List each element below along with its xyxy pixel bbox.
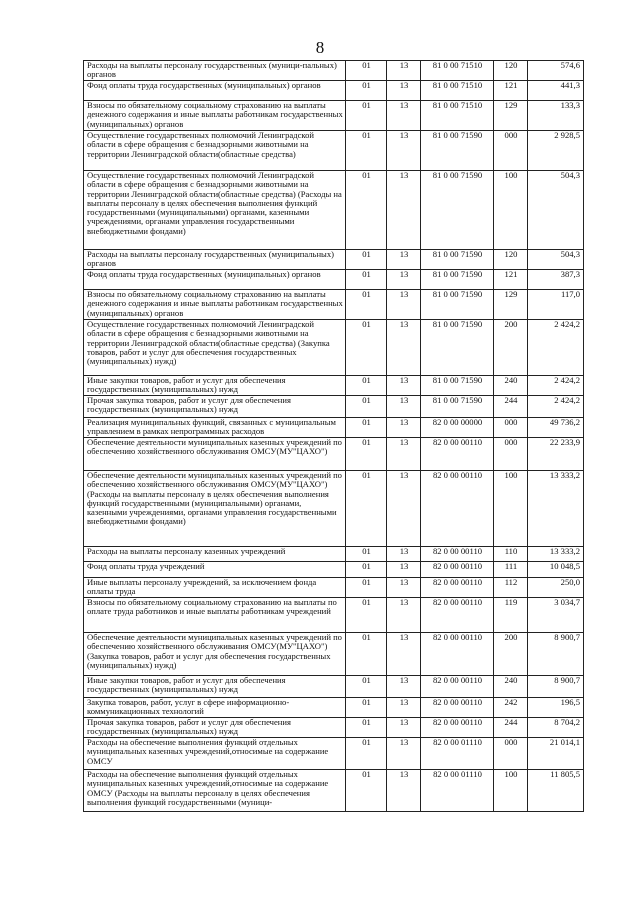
section-code: 01 bbox=[346, 562, 387, 578]
page-number: 8 bbox=[315, 38, 325, 57]
target-code: 81 0 00 71590 bbox=[421, 290, 494, 320]
expense-name: Прочая закупка товаров, работ и услуг для обеспечения государственных (муниципальных) нужд bbox=[84, 396, 346, 418]
subsection-code: 13 bbox=[387, 131, 421, 171]
section-code: 01 bbox=[346, 396, 387, 418]
expense-type-code: 100 bbox=[494, 171, 528, 250]
table-row bbox=[84, 471, 584, 547]
amount: 387,3 bbox=[528, 270, 584, 290]
amount: 10 048,5 bbox=[528, 562, 584, 578]
table-row bbox=[84, 250, 584, 270]
expense-name: Закупка товаров, работ, услуг в сфере информационно-коммуникационных технологий bbox=[84, 698, 346, 718]
table-row bbox=[84, 578, 584, 598]
table-row bbox=[84, 131, 584, 171]
target-code: 82 0 00 00110 bbox=[421, 471, 494, 547]
section-code: 01 bbox=[346, 270, 387, 290]
expense-name: Фонд оплаты труда государственных (муниципальных) органов bbox=[84, 270, 346, 290]
expense-type-code: 000 bbox=[494, 131, 528, 171]
section-code: 01 bbox=[346, 250, 387, 270]
target-code: 82 0 00 00110 bbox=[421, 633, 494, 676]
target-code: 81 0 00 71510 bbox=[421, 81, 494, 101]
section-code: 01 bbox=[346, 320, 387, 376]
table-row bbox=[84, 598, 584, 633]
table-row bbox=[84, 376, 584, 396]
amount: 8 900,7 bbox=[528, 633, 584, 676]
target-code: 81 0 00 71590 bbox=[421, 171, 494, 250]
subsection-code: 13 bbox=[387, 376, 421, 396]
expense-type-code: 000 bbox=[494, 418, 528, 438]
target-code: 81 0 00 71590 bbox=[421, 270, 494, 290]
subsection-code: 13 bbox=[387, 738, 421, 770]
subsection-code: 13 bbox=[387, 578, 421, 598]
section-code: 01 bbox=[346, 578, 387, 598]
target-code: 81 0 00 71590 bbox=[421, 376, 494, 396]
section-code: 01 bbox=[346, 61, 387, 81]
section-code: 01 bbox=[346, 171, 387, 250]
section-code: 01 bbox=[346, 598, 387, 633]
amount: 504,3 bbox=[528, 250, 584, 270]
subsection-code: 13 bbox=[387, 290, 421, 320]
target-code: 82 0 00 00000 bbox=[421, 418, 494, 438]
subsection-code: 13 bbox=[387, 81, 421, 101]
expense-name: Расходы на обеспечение выполнения функций отдельных муниципальных казенных учреждений,относимые на содержание ОМСУ (Расходы на выплаты персоналу в целях обеспечения выполнения функций государственными (муници- bbox=[84, 770, 346, 812]
amount: 13 333,2 bbox=[528, 471, 584, 547]
expense-type-code: 200 bbox=[494, 633, 528, 676]
amount: 49 736,2 bbox=[528, 418, 584, 438]
subsection-code: 13 bbox=[387, 61, 421, 81]
expense-type-code: 121 bbox=[494, 81, 528, 101]
expense-type-code: 120 bbox=[494, 250, 528, 270]
target-code: 82 0 00 00110 bbox=[421, 676, 494, 698]
table-row bbox=[84, 290, 584, 320]
section-code: 01 bbox=[346, 376, 387, 396]
expense-name: Взносы по обязательному социальному страхованию на выплаты по оплате труда работников и иные выплаты работникам учреждений bbox=[84, 598, 346, 633]
subsection-code: 13 bbox=[387, 270, 421, 290]
amount: 8 900,7 bbox=[528, 676, 584, 698]
subsection-code: 13 bbox=[387, 633, 421, 676]
table-row bbox=[84, 770, 584, 812]
subsection-code: 13 bbox=[387, 547, 421, 562]
expense-type-code: 240 bbox=[494, 376, 528, 396]
expense-name: Расходы на выплаты персоналу казенных учреждений bbox=[84, 547, 346, 562]
subsection-code: 13 bbox=[387, 418, 421, 438]
table-row bbox=[84, 270, 584, 290]
table-row bbox=[84, 171, 584, 250]
target-code: 81 0 00 71590 bbox=[421, 396, 494, 418]
table-row bbox=[84, 562, 584, 578]
table-row bbox=[84, 396, 584, 418]
table-row bbox=[84, 633, 584, 676]
expense-type-code: 240 bbox=[494, 676, 528, 698]
expense-name: Осуществление государственных полномочий Ленинградской области в сфере обращения с безнадзорными животными на территории Ленинградской области(областные средства) (Закупка товаров, работ и услуг для обеспечения государственных (муниципальных) нужд) bbox=[84, 320, 346, 376]
amount: 2 424,2 bbox=[528, 320, 584, 376]
expense-type-code: 244 bbox=[494, 718, 528, 738]
target-code: 81 0 00 71590 bbox=[421, 250, 494, 270]
subsection-code: 13 bbox=[387, 770, 421, 812]
expense-name: Расходы на обеспечение выполнения функций отдельных муниципальных казенных учреждений,относимые на содержание ОМСУ bbox=[84, 738, 346, 770]
section-code: 01 bbox=[346, 471, 387, 547]
amount: 133,3 bbox=[528, 101, 584, 131]
expense-name: Реализация муниципальных функций, связанных с муниципальным управлением в рамках непрограммных расходов bbox=[84, 418, 346, 438]
table-row bbox=[84, 81, 584, 101]
expense-type-code: 100 bbox=[494, 471, 528, 547]
section-code: 01 bbox=[346, 676, 387, 698]
table-row bbox=[84, 676, 584, 698]
amount: 8 704,2 bbox=[528, 718, 584, 738]
subsection-code: 13 bbox=[387, 471, 421, 547]
section-code: 01 bbox=[346, 438, 387, 471]
amount: 441,3 bbox=[528, 81, 584, 101]
subsection-code: 13 bbox=[387, 676, 421, 698]
section-code: 01 bbox=[346, 718, 387, 738]
table-row bbox=[84, 418, 584, 438]
amount: 2 928,5 bbox=[528, 131, 584, 171]
subsection-code: 13 bbox=[387, 171, 421, 250]
amount: 11 805,5 bbox=[528, 770, 584, 812]
section-code: 01 bbox=[346, 81, 387, 101]
expense-name: Осуществление государственных полномочий Ленинградской области в сфере обращения с безнадзорными животными на территории Ленинградской области(областные средства) (Расходы на выплаты персоналу в целях обеспечения выполнения функций государственными (муниципальными) органами, казенными учреждениями, органами управления государственными внебюджетными фондами) bbox=[84, 171, 346, 250]
expense-type-code: 121 bbox=[494, 270, 528, 290]
section-code: 01 bbox=[346, 547, 387, 562]
section-code: 01 bbox=[346, 101, 387, 131]
target-code: 81 0 00 71510 bbox=[421, 61, 494, 81]
expense-name: Обеспечение деятельности муниципальных казенных учреждений по обеспечению хозяйственного обслуживания ОМСУ(МУ"ЦАХО") (Закупка товаров, работ и услуг для обеспечения государственных (муниципальных) нужд) bbox=[84, 633, 346, 676]
expense-name: Обеспечение деятельности муниципальных казенных учреждений по обеспечению хозяйственного обслуживания ОМСУ(МУ"ЦАХО") (Расходы на выплаты персоналу в целях обеспечения выполнения функций государственными (муниципальными) органами, казенными учреждениями, органами управления государственными внебюджетными фондами) bbox=[84, 471, 346, 547]
table-row bbox=[84, 698, 584, 718]
table-row bbox=[84, 718, 584, 738]
amount: 13 333,2 bbox=[528, 547, 584, 562]
amount: 504,3 bbox=[528, 171, 584, 250]
target-code: 81 0 00 71590 bbox=[421, 320, 494, 376]
section-code: 01 bbox=[346, 131, 387, 171]
subsection-code: 13 bbox=[387, 598, 421, 633]
amount: 21 014,1 bbox=[528, 738, 584, 770]
amount: 250,0 bbox=[528, 578, 584, 598]
expense-name: Иные выплаты персоналу учреждений, за исключением фонда оплаты труда bbox=[84, 578, 346, 598]
subsection-code: 13 bbox=[387, 698, 421, 718]
amount: 3 034,7 bbox=[528, 598, 584, 633]
subsection-code: 13 bbox=[387, 718, 421, 738]
subsection-code: 13 bbox=[387, 396, 421, 418]
expense-name: Прочая закупка товаров, работ и услуг для обеспечения государственных (муниципальных) нужд bbox=[84, 718, 346, 738]
subsection-code: 13 bbox=[387, 320, 421, 376]
budget-table bbox=[83, 60, 584, 812]
target-code: 82 0 00 01110 bbox=[421, 770, 494, 812]
target-code: 82 0 00 00110 bbox=[421, 598, 494, 633]
table-row bbox=[84, 320, 584, 376]
expense-type-code: 244 bbox=[494, 396, 528, 418]
subsection-code: 13 bbox=[387, 562, 421, 578]
section-code: 01 bbox=[346, 633, 387, 676]
expense-type-code: 110 bbox=[494, 547, 528, 562]
section-code: 01 bbox=[346, 770, 387, 812]
subsection-code: 13 bbox=[387, 250, 421, 270]
table-row bbox=[84, 101, 584, 131]
expense-type-code: 242 bbox=[494, 698, 528, 718]
table-row bbox=[84, 438, 584, 471]
amount: 574,6 bbox=[528, 61, 584, 81]
amount: 22 233,9 bbox=[528, 438, 584, 471]
table-row bbox=[84, 738, 584, 770]
subsection-code: 13 bbox=[387, 101, 421, 131]
section-code: 01 bbox=[346, 738, 387, 770]
expense-name: Взносы по обязательному социальному страхованию на выплаты денежного содержания и иные выплаты работникам государственных (муниципальных) органов bbox=[84, 290, 346, 320]
expense-name: Взносы по обязательному социальному страхованию на выплаты денежного содержания и иные выплаты работникам государственных (муниципальных) органов bbox=[84, 101, 346, 131]
expense-name: Фонд оплаты труда государственных (муниципальных) органов bbox=[84, 81, 346, 101]
expense-type-code: 120 bbox=[494, 61, 528, 81]
table-row bbox=[84, 547, 584, 562]
amount: 2 424,2 bbox=[528, 376, 584, 396]
section-code: 01 bbox=[346, 290, 387, 320]
expense-name: Иные закупки товаров, работ и услуг для обеспечения государственных (муниципальных) нужд bbox=[84, 676, 346, 698]
amount: 2 424,2 bbox=[528, 396, 584, 418]
target-code: 82 0 00 00110 bbox=[421, 578, 494, 598]
section-code: 01 bbox=[346, 418, 387, 438]
section-code: 01 bbox=[346, 698, 387, 718]
subsection-code: 13 bbox=[387, 438, 421, 471]
amount: 117,0 bbox=[528, 290, 584, 320]
expense-type-code: 000 bbox=[494, 738, 528, 770]
target-code: 82 0 00 00110 bbox=[421, 718, 494, 738]
target-code: 82 0 00 00110 bbox=[421, 698, 494, 718]
target-code: 82 0 00 00110 bbox=[421, 547, 494, 562]
expense-name: Расходы на выплаты персоналу государственных (муниципальных) органов bbox=[84, 250, 346, 270]
expense-type-code: 119 bbox=[494, 598, 528, 633]
expense-type-code: 129 bbox=[494, 101, 528, 131]
expense-type-code: 112 bbox=[494, 578, 528, 598]
expense-name: Обеспечение деятельности муниципальных казенных учреждений по обеспечению хозяйственного обслуживания ОМСУ(МУ"ЦАХО") bbox=[84, 438, 346, 471]
expense-type-code: 111 bbox=[494, 562, 528, 578]
budget-table-body bbox=[84, 61, 584, 812]
expense-name: Фонд оплаты труда учреждений bbox=[84, 562, 346, 578]
target-code: 82 0 00 01110 bbox=[421, 738, 494, 770]
target-code: 82 0 00 00110 bbox=[421, 438, 494, 471]
expense-type-code: 100 bbox=[494, 770, 528, 812]
target-code: 81 0 00 71590 bbox=[421, 131, 494, 171]
expense-type-code: 200 bbox=[494, 320, 528, 376]
expense-name: Иные закупки товаров, работ и услуг для обеспечения государственных (муниципальных) нужд bbox=[84, 376, 346, 396]
amount: 196,5 bbox=[528, 698, 584, 718]
expense-name: Осуществление государственных полномочий Ленинградской области в сфере обращения с безнадзорными животными на территории Ленинградской области(областные средства) bbox=[84, 131, 346, 171]
expense-name: Расходы на выплаты персоналу государственных (муници-пальных) органов bbox=[84, 61, 346, 81]
expense-type-code: 000 bbox=[494, 438, 528, 471]
expense-type-code: 129 bbox=[494, 290, 528, 320]
target-code: 81 0 00 71510 bbox=[421, 101, 494, 131]
target-code: 82 0 00 00110 bbox=[421, 562, 494, 578]
table-row bbox=[84, 61, 584, 81]
